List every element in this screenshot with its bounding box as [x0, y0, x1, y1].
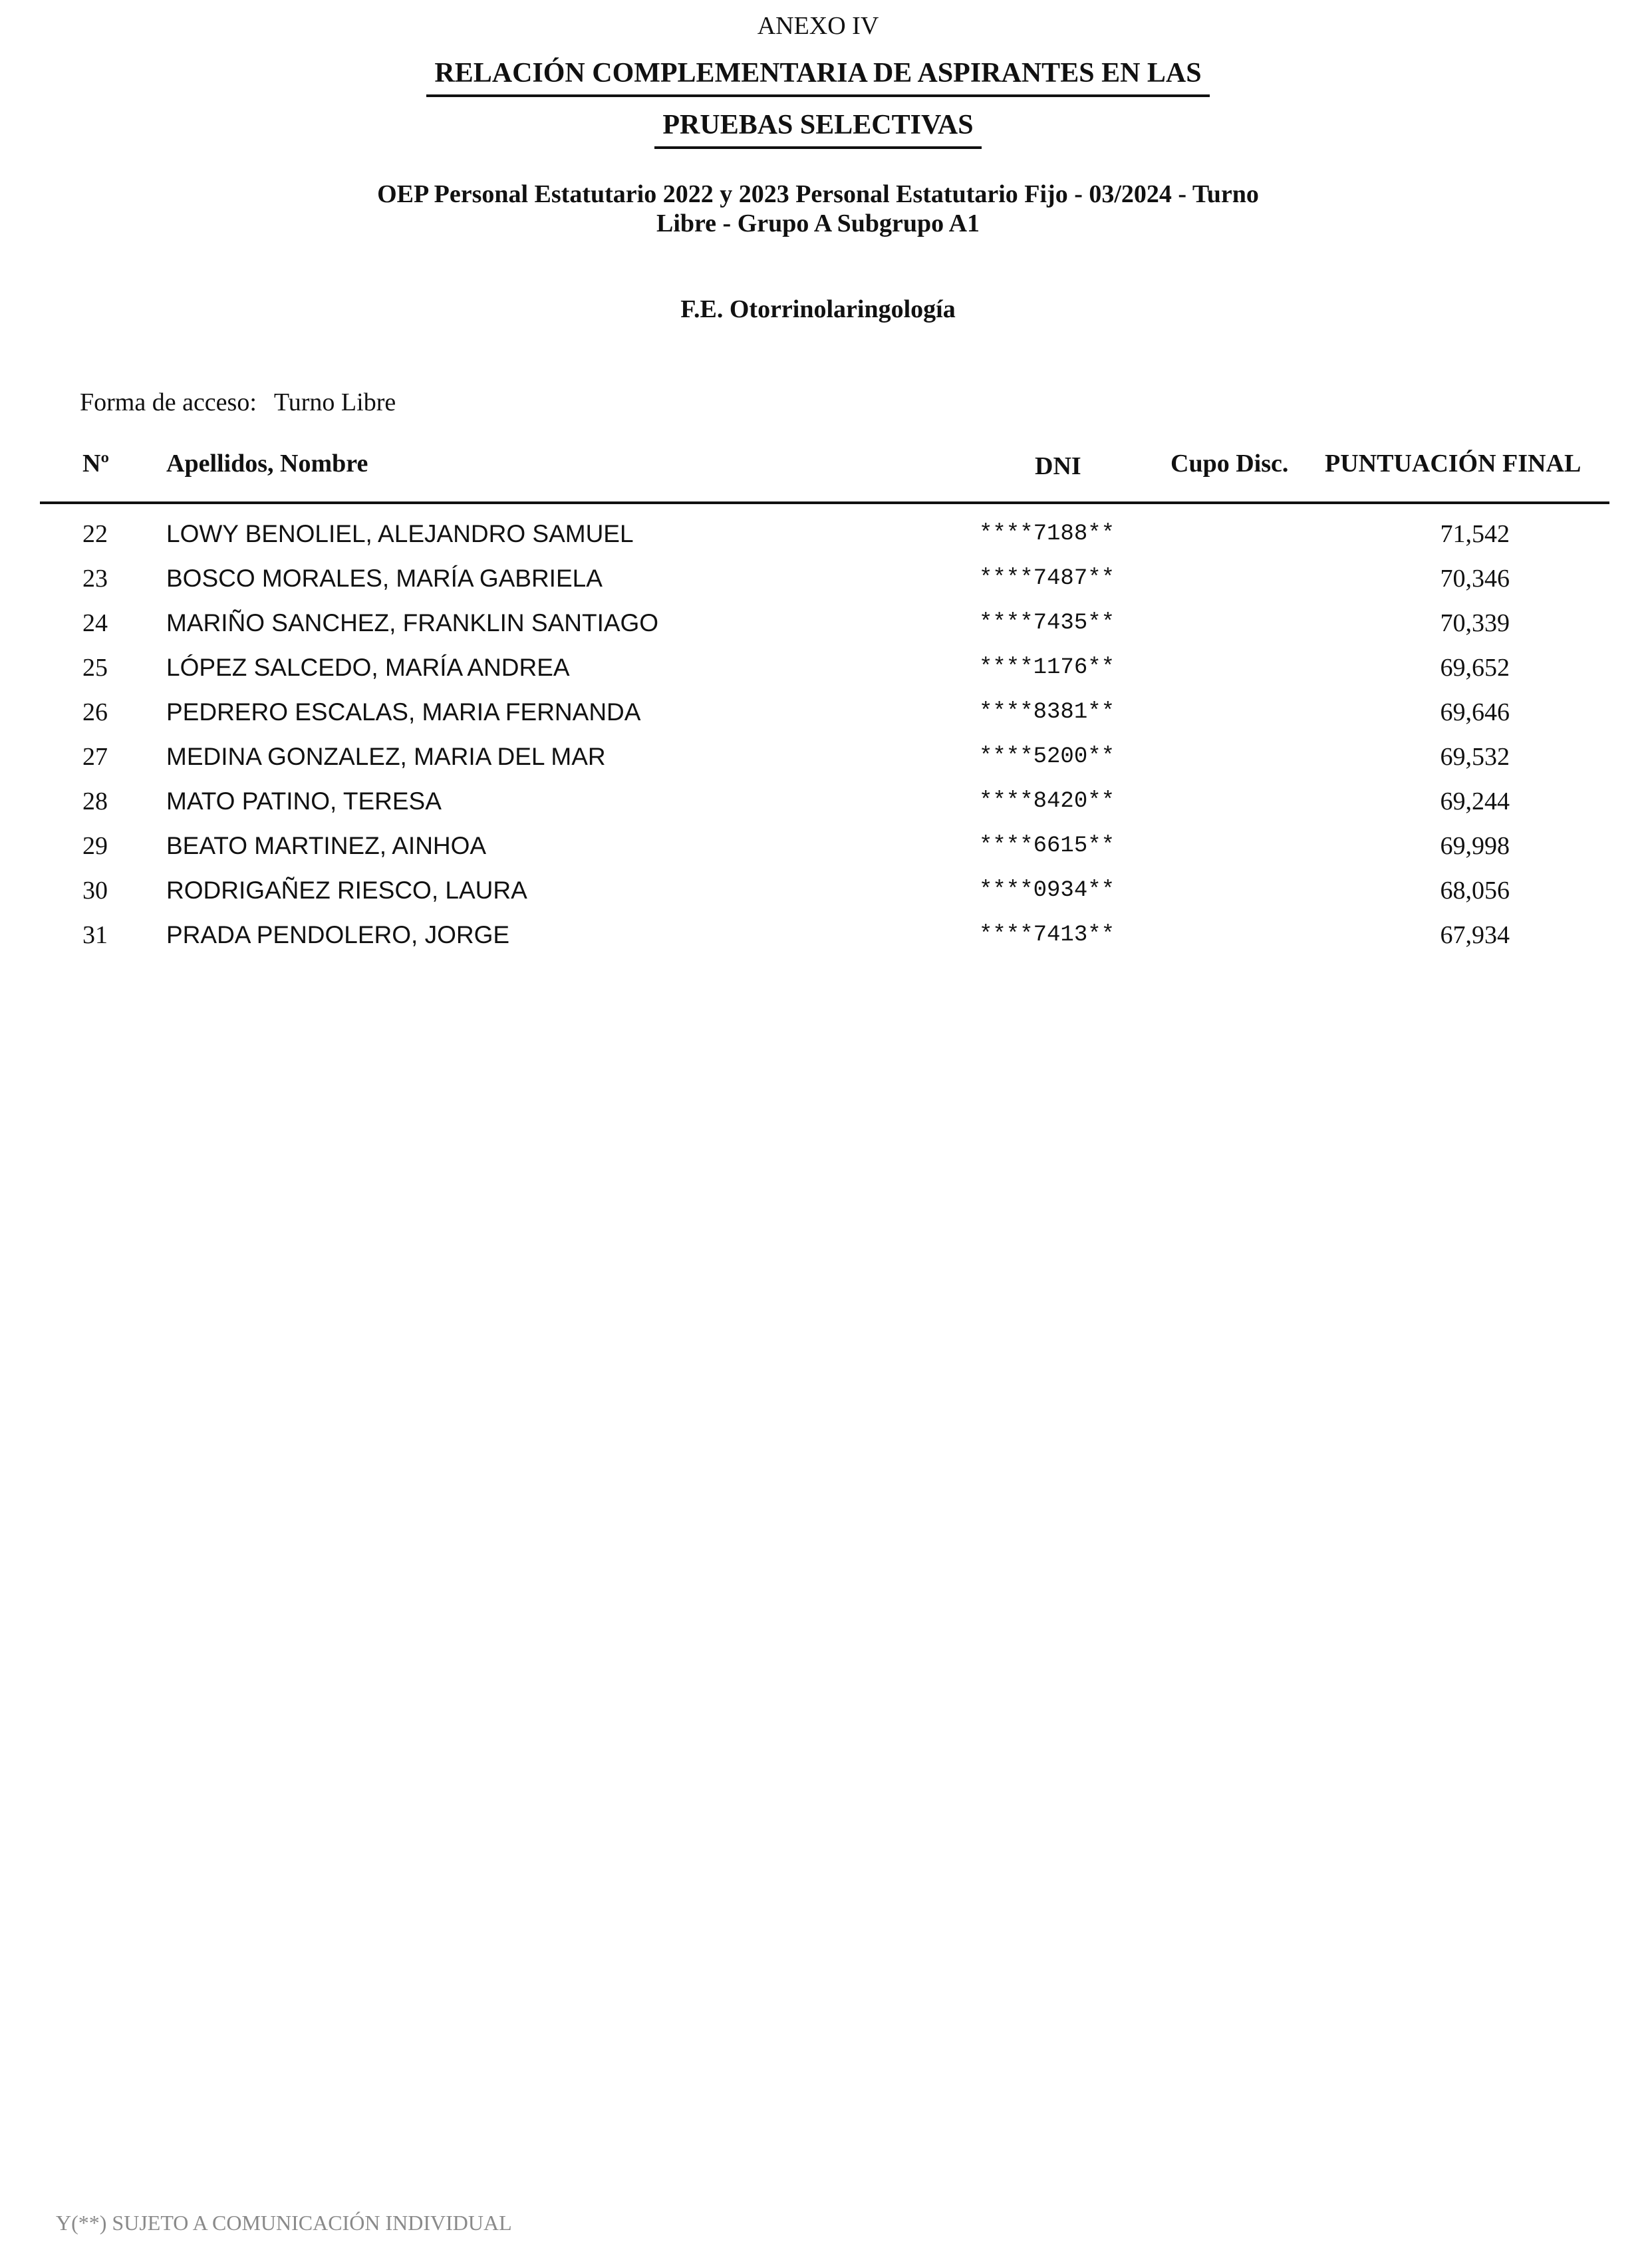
row-name: PRADA PENDOLERO, JORGE — [166, 921, 510, 948]
row-number: 30 — [82, 877, 108, 905]
row-score: 69,646 — [1440, 698, 1510, 726]
table-row — [0, 651, 1652, 696]
row-name: LOWY BENOLIEL, ALEJANDRO SAMUEL — [166, 520, 634, 547]
table-row — [0, 696, 1652, 740]
row-name: LÓPEZ SALCEDO, MARÍA ANDREA — [166, 654, 570, 681]
column-header-cupo: Cupo Disc. — [1170, 450, 1289, 478]
row-dni: ****8420** — [979, 789, 1115, 814]
specialty-title: F.E. Otorrinolaringología — [680, 295, 956, 323]
row-name: RODRIGAÑEZ RIESCO, LAURA — [166, 877, 527, 904]
access-mode-label: Forma de acceso: — [80, 388, 257, 416]
table-row — [0, 874, 1652, 918]
row-dni: ****1176** — [979, 655, 1115, 680]
row-score: 69,652 — [1440, 654, 1510, 682]
table-row — [0, 607, 1652, 651]
document-title-text-2: PRUEBAS SELECTIVAS — [654, 106, 981, 149]
row-dni: ****7413** — [979, 922, 1115, 948]
table-row — [0, 517, 1652, 562]
row-name: PEDRERO ESCALAS, MARIA FERNANDA — [166, 698, 641, 726]
row-score: 70,346 — [1440, 565, 1510, 593]
access-mode-value: Turno Libre — [273, 388, 396, 416]
row-score: 70,339 — [1440, 609, 1510, 637]
row-name: BOSCO MORALES, MARÍA GABRIELA — [166, 565, 603, 592]
annex-label: ANEXO IV — [757, 12, 879, 40]
column-header-number: Nº — [82, 450, 109, 478]
row-number: 24 — [82, 609, 108, 637]
exam-subtitle — [0, 180, 1636, 238]
row-number: 22 — [82, 520, 108, 548]
row-dni: ****7435** — [979, 611, 1115, 636]
table-row — [0, 829, 1652, 874]
document-title-line-1 — [0, 55, 1636, 97]
document-title-line-2 — [0, 106, 1636, 149]
row-name: BEATO MARTINEZ, AINHOA — [166, 832, 487, 859]
row-dni: ****5200** — [979, 744, 1115, 770]
row-dni: ****7188** — [979, 521, 1115, 547]
row-score: 71,542 — [1440, 520, 1510, 548]
row-number: 23 — [82, 565, 108, 593]
row-name: MATO PATINO, TERESA — [166, 787, 442, 815]
row-score: 67,934 — [1440, 921, 1510, 949]
row-score: 68,056 — [1440, 877, 1510, 905]
row-score: 69,532 — [1440, 743, 1510, 771]
document-title-text-1: RELACIÓN COMPLEMENTARIA DE ASPIRANTES EN LAS — [426, 55, 1209, 97]
row-name: MEDINA GONZALEZ, MARIA DEL MAR — [166, 743, 606, 770]
exam-subtitle-line-1: OEP Personal Estatutario 2022 y 2023 Personal Estatutario Fijo - 03/2024 - Turno — [377, 180, 1259, 208]
row-name: MARIÑO SANCHEZ, FRANKLIN SANTIAGO — [166, 609, 659, 636]
header-divider — [40, 501, 1609, 504]
row-dni: ****7487** — [979, 566, 1115, 591]
column-header-name: Apellidos, Nombre — [166, 450, 368, 478]
table-row — [0, 740, 1652, 785]
footer-note: Y(**) SUJETO A COMUNICACIÓN INDIVIDUAL — [56, 2211, 512, 2235]
row-number: 29 — [82, 832, 108, 860]
row-score: 69,244 — [1440, 787, 1510, 815]
row-dni: ****6615** — [979, 833, 1115, 859]
row-number: 25 — [82, 654, 108, 682]
row-number: 28 — [82, 787, 108, 815]
table-row — [0, 785, 1652, 829]
row-dni: ****0934** — [979, 878, 1115, 903]
candidate-table — [0, 517, 1652, 963]
column-header-score: PUNTUACIÓN FINAL — [1325, 450, 1582, 478]
exam-subtitle-line-2: Libre - Grupo A Subgrupo A1 — [656, 210, 980, 237]
row-number: 31 — [82, 921, 108, 949]
row-dni: ****8381** — [979, 700, 1115, 725]
row-number: 27 — [82, 743, 108, 771]
table-row — [0, 918, 1652, 963]
table-row — [0, 562, 1652, 607]
row-number: 26 — [82, 698, 108, 726]
access-mode — [80, 386, 396, 419]
row-score: 69,998 — [1440, 832, 1510, 860]
column-header-dni: DNI — [1035, 452, 1081, 480]
